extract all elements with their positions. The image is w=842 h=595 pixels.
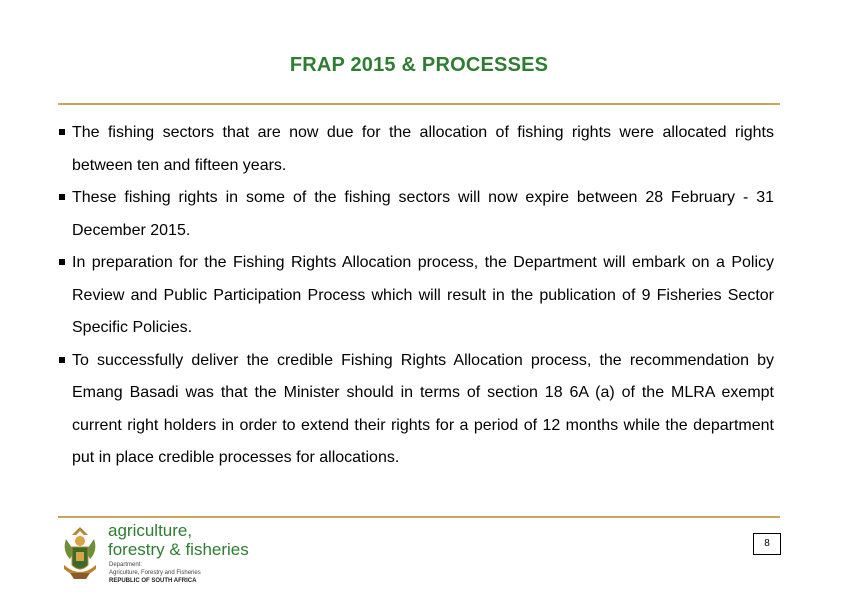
bullet-list	[58, 117, 774, 475]
bullet-item: In preparation for the Fishing Rights Allocation process, the Department will embark on a Policy Review and Public Participation Process which will result in the publication of 9 Fisheries Sector Specific Policies.	[58, 247, 774, 345]
slide-title: FRAP 2015 & PROCESSES	[289, 54, 549, 76]
brand-line-1: agriculture,	[108, 521, 193, 540]
coat-of-arms-icon	[56, 521, 104, 589]
bullet-item: The fishing sectors that are now due for the allocation of fishing rights were allocated rights between ten and fifteen years.	[58, 117, 774, 182]
brand-line-2: forestry & fisheries	[108, 540, 249, 559]
department-subtitle	[109, 561, 201, 585]
sub-line-3: REPUBLIC OF SOUTH AFRICA	[109, 578, 197, 584]
bottom-divider	[58, 516, 780, 518]
page-number: 8	[753, 533, 781, 555]
bullet-item: These fishing rights in some of the fishing sectors will now expire between 28 February - 31 December 2015.	[58, 182, 774, 247]
sub-line-1: Department:	[109, 562, 143, 568]
top-divider	[58, 103, 780, 105]
bullet-item: To successfully deliver the credible Fishing Rights Allocation process, the recommendation by Emang Basadi was that the Minister should in terms of section 18 6A (a) of the MLRA exempt current right holders in order to extend their rights for a period of 12 months while the department put in place credible processes for allocations.	[58, 345, 774, 475]
sub-line-2: Agriculture, Forestry and Fisheries	[109, 570, 201, 576]
brand-name	[108, 521, 249, 559]
